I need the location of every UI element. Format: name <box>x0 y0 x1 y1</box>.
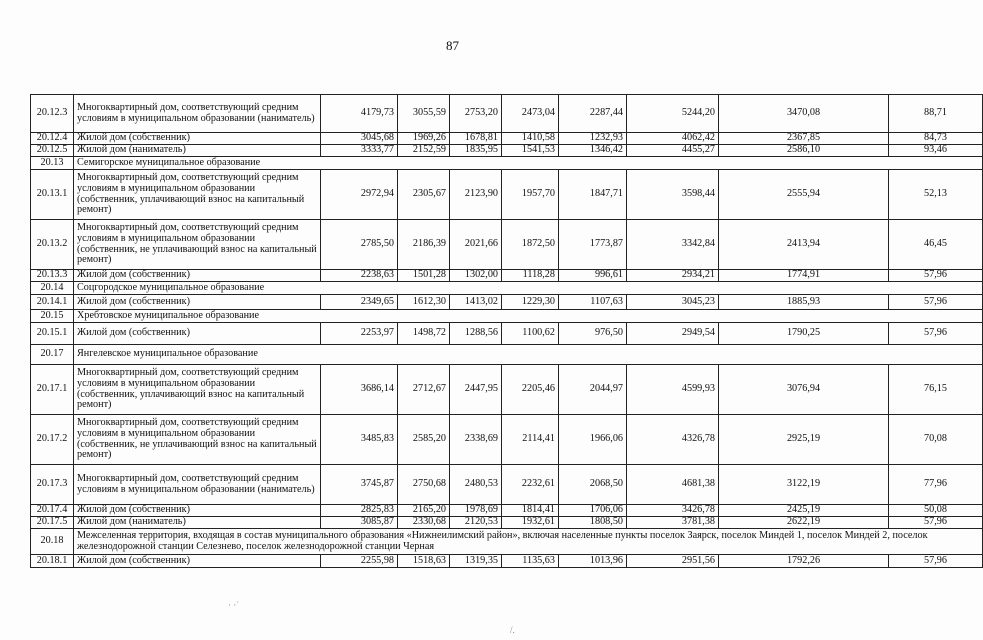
value-cell: 1100,62 <box>502 323 559 345</box>
value-cell: 2253,97 <box>321 323 398 345</box>
value-cell: 2951,56 <box>627 555 719 568</box>
value-cell: 1790,25 <box>719 323 889 345</box>
value-cell: 1969,26 <box>398 133 450 145</box>
row-name: Жилой дом (собственник) <box>74 133 321 145</box>
row-code: 20.17.2 <box>31 415 74 465</box>
table-row <box>31 295 983 310</box>
section-title: Янгелевское муниципальное образование <box>74 345 983 365</box>
value-cell: 2785,50 <box>321 220 398 270</box>
value-cell: 3055,59 <box>398 95 450 133</box>
row-code: 20.13.1 <box>31 170 74 220</box>
value-cell: 1118,28 <box>502 270 559 282</box>
value-cell: 3342,84 <box>627 220 719 270</box>
value-cell: 2349,65 <box>321 295 398 310</box>
row-code: 20.13 <box>31 157 74 170</box>
value-cell: 2934,21 <box>627 270 719 282</box>
value-cell: 3745,87 <box>321 465 398 505</box>
page-number: 87 <box>446 38 459 53</box>
row-code: 20.12.4 <box>31 133 74 145</box>
value-cell: 3485,83 <box>321 415 398 465</box>
table-row <box>31 220 983 270</box>
row-name: Жилой дом (собственник) <box>74 555 321 568</box>
value-cell: 4599,93 <box>627 365 719 415</box>
value-cell: 1808,50 <box>559 517 627 529</box>
value-cell: 2712,67 <box>398 365 450 415</box>
value-cell: 2068,50 <box>559 465 627 505</box>
value-cell: 2186,39 <box>398 220 450 270</box>
value-cell: 3122,19 <box>719 465 889 505</box>
value-cell: 93,46 <box>889 145 983 157</box>
row-name: Многоквартирный дом, соответствующий средним условиям в муниципальном образовании (собственник, уплачивающий взнос на капитальный ремонт) <box>74 170 321 220</box>
value-cell: 2367,85 <box>719 133 889 145</box>
value-cell: 2165,20 <box>398 505 450 517</box>
value-cell: 2338,69 <box>450 415 502 465</box>
value-cell: 3085,87 <box>321 517 398 529</box>
value-cell: 1835,95 <box>450 145 502 157</box>
section-title: Межселенная территория, входящая в состав муниципального образования «Нижнеилимский район», включая населенные пункты поселок Заярск, поселок Миндей 1, поселок Миндей 2, поселок железнодорожной станции Селезнево, поселок железнодорожной станции Черная <box>74 529 983 555</box>
value-cell: 57,96 <box>889 295 983 310</box>
value-cell: 2044,97 <box>559 365 627 415</box>
value-cell: 1501,28 <box>398 270 450 282</box>
value-cell: 1319,35 <box>450 555 502 568</box>
value-cell: 3076,94 <box>719 365 889 415</box>
row-code: 20.13.3 <box>31 270 74 282</box>
margin-mark: /. <box>510 625 515 635</box>
tariff-table <box>30 94 983 568</box>
value-cell: 5244,20 <box>627 95 719 133</box>
value-cell: 1498,72 <box>398 323 450 345</box>
value-cell: 1288,56 <box>450 323 502 345</box>
row-name: Жилой дом (собственник) <box>74 270 321 282</box>
table-row <box>31 323 983 345</box>
table-row <box>31 95 983 133</box>
value-cell: 2205,46 <box>502 365 559 415</box>
value-cell: 2330,68 <box>398 517 450 529</box>
row-code: 20.12.3 <box>31 95 74 133</box>
value-cell: 2585,20 <box>398 415 450 465</box>
value-cell: 1518,63 <box>398 555 450 568</box>
value-cell: 1957,70 <box>502 170 559 220</box>
row-code: 20.17.5 <box>31 517 74 529</box>
row-name: Многоквартирный дом, соответствующий средним условиям в муниципальном образовании (собственник, уплачивающий взнос на капитальный ремонт) <box>74 365 321 415</box>
value-cell: 1706,06 <box>559 505 627 517</box>
value-cell: 1773,87 <box>559 220 627 270</box>
table-row <box>31 170 983 220</box>
value-cell: 2555,94 <box>719 170 889 220</box>
section-row <box>31 345 983 365</box>
value-cell: 1413,02 <box>450 295 502 310</box>
table-row <box>31 465 983 505</box>
value-cell: 1814,41 <box>502 505 559 517</box>
value-cell: 1847,71 <box>559 170 627 220</box>
value-cell: 2753,20 <box>450 95 502 133</box>
row-code: 20.15.1 <box>31 323 74 345</box>
value-cell: 1346,42 <box>559 145 627 157</box>
value-cell: 1302,00 <box>450 270 502 282</box>
row-code: 20.18 <box>31 529 74 555</box>
table-row <box>31 517 983 529</box>
value-cell: 2305,67 <box>398 170 450 220</box>
section-title: Соцгородское муниципальное образование <box>74 282 983 295</box>
value-cell: 4326,78 <box>627 415 719 465</box>
value-cell: 1410,58 <box>502 133 559 145</box>
table-row <box>31 415 983 465</box>
value-cell: 2120,53 <box>450 517 502 529</box>
value-cell: 2114,41 <box>502 415 559 465</box>
value-cell: 3470,08 <box>719 95 889 133</box>
row-name: Жилой дом (собственник) <box>74 323 321 345</box>
value-cell: 2949,54 <box>627 323 719 345</box>
value-cell: 1978,69 <box>450 505 502 517</box>
row-code: 20.17.3 <box>31 465 74 505</box>
value-cell: 3045,23 <box>627 295 719 310</box>
section-row <box>31 529 983 555</box>
value-cell: 46,45 <box>889 220 983 270</box>
row-code: 20.17.1 <box>31 365 74 415</box>
value-cell: 1541,53 <box>502 145 559 157</box>
value-cell: 2972,94 <box>321 170 398 220</box>
row-name: Жилой дом (собственник) <box>74 295 321 310</box>
section-row <box>31 282 983 295</box>
value-cell: 1678,81 <box>450 133 502 145</box>
value-cell: 996,61 <box>559 270 627 282</box>
value-cell: 2622,19 <box>719 517 889 529</box>
value-cell: 3045,68 <box>321 133 398 145</box>
value-cell: 2287,44 <box>559 95 627 133</box>
row-code: 20.17 <box>31 345 74 365</box>
row-name: Жилой дом (наниматель) <box>74 517 321 529</box>
value-cell: 3333,77 <box>321 145 398 157</box>
section-title: Хребтовское муниципальное образование <box>74 310 983 323</box>
value-cell: 1966,06 <box>559 415 627 465</box>
value-cell: 2480,53 <box>450 465 502 505</box>
value-cell: 4455,27 <box>627 145 719 157</box>
value-cell: 57,96 <box>889 323 983 345</box>
row-code: 20.15 <box>31 310 74 323</box>
table-body <box>31 95 983 568</box>
value-cell: 1107,63 <box>559 295 627 310</box>
value-cell: 2021,66 <box>450 220 502 270</box>
value-cell: 1932,61 <box>502 517 559 529</box>
value-cell: 2413,94 <box>719 220 889 270</box>
value-cell: 1774,91 <box>719 270 889 282</box>
value-cell: 2750,68 <box>398 465 450 505</box>
value-cell: 3686,14 <box>321 365 398 415</box>
value-cell: 2255,98 <box>321 555 398 568</box>
section-row <box>31 310 983 323</box>
value-cell: 57,96 <box>889 555 983 568</box>
value-cell: 3781,38 <box>627 517 719 529</box>
value-cell: 4681,38 <box>627 465 719 505</box>
value-cell: 2825,83 <box>321 505 398 517</box>
row-name: Жилой дом (собственник) <box>74 505 321 517</box>
value-cell: 88,71 <box>889 95 983 133</box>
value-cell: 1885,93 <box>719 295 889 310</box>
table-row <box>31 505 983 517</box>
table-row <box>31 555 983 568</box>
section-title: Семигорское муниципальное образование <box>74 157 983 170</box>
row-name: Многоквартирный дом, соответствующий средним условиям в муниципальном образовании (наниматель) <box>74 95 321 133</box>
value-cell: 1229,30 <box>502 295 559 310</box>
value-cell: 2123,90 <box>450 170 502 220</box>
value-cell: 1013,96 <box>559 555 627 568</box>
value-cell: 4062,42 <box>627 133 719 145</box>
table-row <box>31 133 983 145</box>
value-cell: 52,13 <box>889 170 983 220</box>
value-cell: 2586,10 <box>719 145 889 157</box>
value-cell: 84,73 <box>889 133 983 145</box>
value-cell: 1872,50 <box>502 220 559 270</box>
value-cell: 4179,73 <box>321 95 398 133</box>
value-cell: 2447,95 <box>450 365 502 415</box>
row-name: Многоквартирный дом, соответствующий средним условиям в муниципальном образовании (собственник, не уплачивающий взнос на капитальный ремонт) <box>74 220 321 270</box>
table-row <box>31 145 983 157</box>
row-code: 20.14.1 <box>31 295 74 310</box>
row-name: Жилой дом (наниматель) <box>74 145 321 157</box>
value-cell: 2425,19 <box>719 505 889 517</box>
value-cell: 77,96 <box>889 465 983 505</box>
value-cell: 50,08 <box>889 505 983 517</box>
value-cell: 3598,44 <box>627 170 719 220</box>
row-code: 20.18.1 <box>31 555 74 568</box>
value-cell: 76,15 <box>889 365 983 415</box>
row-code: 20.13.2 <box>31 220 74 270</box>
row-name: Многоквартирный дом, соответствующий средним условиям в муниципальном образовании (собственник, не уплачивающий взнос на капитальный ремонт) <box>74 415 321 465</box>
row-code: 20.12.5 <box>31 145 74 157</box>
value-cell: 2238,63 <box>321 270 398 282</box>
row-code: 20.14 <box>31 282 74 295</box>
value-cell: 2473,04 <box>502 95 559 133</box>
table-row <box>31 270 983 282</box>
table-row <box>31 365 983 415</box>
value-cell: 57,96 <box>889 270 983 282</box>
row-name: Многоквартирный дом, соответствующий средним условиям в муниципальном образовании (наниматель) <box>74 465 321 505</box>
value-cell: 1612,30 <box>398 295 450 310</box>
value-cell: 2232,61 <box>502 465 559 505</box>
value-cell: 3426,78 <box>627 505 719 517</box>
value-cell: 2925,19 <box>719 415 889 465</box>
value-cell: 1232,93 <box>559 133 627 145</box>
value-cell: 1135,63 <box>502 555 559 568</box>
value-cell: 57,96 <box>889 517 983 529</box>
margin-mark: · ·˙ <box>228 600 240 610</box>
value-cell: 976,50 <box>559 323 627 345</box>
row-code: 20.17.4 <box>31 505 74 517</box>
value-cell: 2152,59 <box>398 145 450 157</box>
section-row <box>31 157 983 170</box>
value-cell: 1792,26 <box>719 555 889 568</box>
value-cell: 70,08 <box>889 415 983 465</box>
